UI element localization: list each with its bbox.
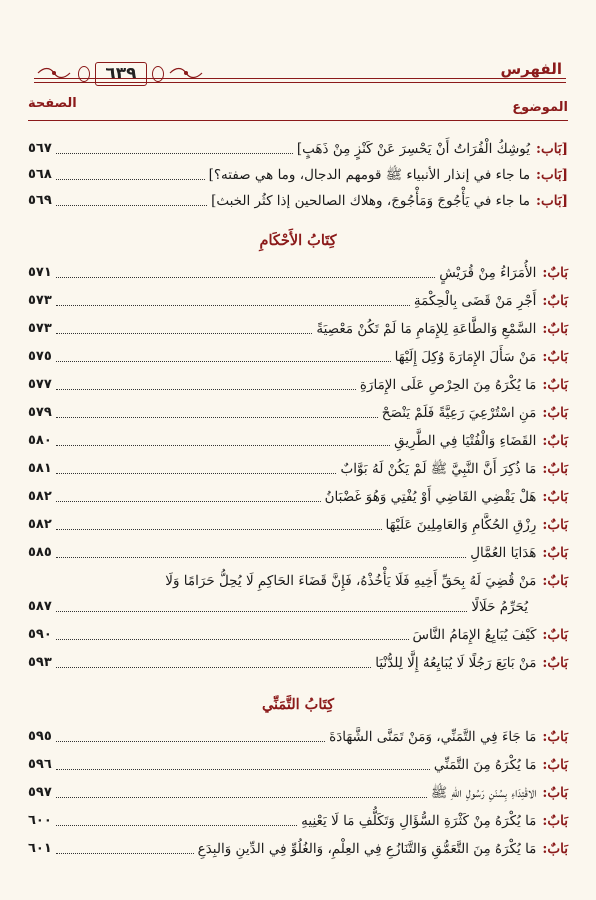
dot-leader: [56, 529, 382, 530]
entry-text: مَنْ بَايَعَ رَجُلًا لَا يُبَايِعُهُ إِلَّا لِلدُّنْيَا: [375, 655, 537, 671]
dot-leader: [56, 557, 466, 558]
index-entry: [28, 190, 568, 212]
index-entry: [28, 164, 568, 186]
entry-text: يُوشِكُ الْفُرَاتُ أَنْ يَحْسِرَ عَنْ كَنْزٍ مِنْ ذَهَبٍ]: [296, 141, 531, 157]
entry-page: ٥٧٥: [28, 349, 52, 364]
entry-text: الأُمَرَاءُ مِنْ قُرَيْشٍ: [439, 265, 537, 281]
running-header-title: الفهرس: [500, 60, 562, 78]
entry-page: ٥٧١: [28, 265, 52, 280]
entry-page: ٥٨٧: [28, 599, 52, 614]
entry-label: بَابٌ:: [542, 785, 568, 801]
entry-page: ٥٨٢: [28, 517, 52, 532]
entry-text: مَنْ سَأَلَ الإِمَارَةَ وُكِلَ إِلَيْهَا: [394, 349, 537, 365]
index-entry: [28, 486, 568, 508]
index-entry: [28, 374, 568, 396]
dot-leader: [56, 611, 468, 612]
entry-page: ٥٨١: [28, 461, 52, 476]
section-title-ahkam: كِتَابُ الأَحْكَامِ: [259, 232, 337, 249]
index-entry: [28, 514, 568, 536]
entry-label: [بَاب:: [536, 193, 568, 209]
index-entry: [28, 726, 568, 748]
entry-page: ٥٩٣: [28, 655, 52, 670]
entry-page: ٥٧٩: [28, 405, 52, 420]
entry-text: مَا يُكْرَهُ مِنْ كَثْرَةِ السُّؤَالِ وَتَكَلُّفِ مَا لَا يَعْنِيهِ: [301, 813, 537, 829]
entry-label: بَابٌ:: [542, 655, 568, 671]
index-entry: [28, 624, 568, 646]
entry-text: مَا يُكْرَهُ مِنَ التَّعَمُّقِ وَالتَّنَازُعِ فِي العِلْمِ، وَالغُلُوِّ فِي الدِّينِ وَالبِدَعِ: [197, 841, 537, 857]
entry-page: ٥٩٥: [28, 729, 52, 744]
entry-page: ٥٧٣: [28, 321, 52, 336]
entry-label: [بَاب:: [536, 167, 568, 183]
entry-text: مَنْ قُضِيَ لَهُ بِحَقِّ أَخِيهِ فَلَا يَأْخُذْهُ، فَإِنَّ قَضَاءَ الحَاكِمِ لَا يُحِلُّ حَرَامًا وَلَا: [165, 573, 537, 589]
entry-label: بَابٌ:: [542, 405, 568, 421]
entry-label: بَابٌ:: [542, 321, 568, 337]
entry-text: ما جاء في إنذار الأنبياء ﷺ قومهم الدجال، وما هي صفته؟]: [208, 167, 531, 183]
index-entry: [28, 754, 568, 776]
dot-leader: [56, 667, 371, 668]
section-title-tamanni: كِتَابُ التَّمَنِّي: [261, 696, 335, 713]
entry-label: بَابٌ:: [542, 377, 568, 393]
index-entry: [28, 542, 568, 564]
entry-text: مَا جَاءَ فِي التَّمَنِّي، وَمَنْ تَمَنَّى الشَّهَادَةَ: [329, 729, 537, 745]
dot-leader: [56, 389, 356, 390]
entry-page: ٥٨٥: [28, 545, 52, 560]
entry-label: بَابٌ:: [542, 545, 568, 561]
entry-page: ٥٦٧: [28, 141, 52, 156]
entry-page: ٥٩٠: [28, 627, 52, 642]
dot-leader: [56, 417, 378, 418]
index-entry: [28, 810, 568, 832]
entry-label: [بَاب:: [536, 141, 568, 157]
entry-label: بَابٌ:: [542, 757, 568, 773]
entry-text: هَلْ يَقْضِي القَاضِي أَوْ يُفْتِي وَهُوَ غَضْبَانُ: [324, 489, 537, 505]
dot-leader: [56, 361, 391, 362]
index-entry: [28, 318, 568, 340]
entry-page: ٥٨٠: [28, 433, 52, 448]
entry-text-continuation: يُحَرِّمُ حَلَالًا: [471, 599, 528, 615]
entry-label: بَابٌ:: [542, 729, 568, 745]
index-entry: [28, 402, 568, 424]
entry-text: كَيْفَ يُبَايِعُ الإِمَامُ النَّاسَ: [412, 627, 537, 643]
dot-leader: [56, 153, 293, 154]
dot-leader: [56, 825, 297, 826]
entry-text: مَا يُكْرَهُ مِنَ الحِرْصِ عَلَى الإِمَارَةِ: [359, 377, 537, 393]
entry-page: ٥٦٩: [28, 193, 52, 208]
column-header-topic: الموضوع: [512, 100, 568, 115]
column-header-page: الصفحة: [28, 96, 77, 111]
header-rule: [34, 78, 566, 79]
entry-text: ما جاء في يَأْجُوجَ وَمَأْجُوجَ، وهلاك الصالحين إذا كثُر الخبث]: [211, 193, 531, 209]
dot-leader: [56, 769, 430, 770]
index-entry: [28, 782, 568, 804]
entry-page: ٥٨٢: [28, 489, 52, 504]
index-entry-continuation: [28, 596, 568, 618]
index-entry: [28, 290, 568, 312]
entry-text: الاقْتِدَاءِ بِسُنَنِ رَسُولِ اللهِ ﷺ: [430, 785, 537, 801]
entry-text: مَا ذُكِرَ أَنَّ النَّبِيَّ ﷺ لَمْ يَكُنْ لَهُ بَوَّابٌ: [340, 461, 537, 477]
dot-leader: [56, 205, 207, 206]
entry-label: بَابٌ:: [542, 573, 568, 589]
dot-leader: [56, 853, 194, 854]
index-entry: [28, 838, 568, 860]
column-header-rule: [28, 120, 568, 121]
dot-leader: [56, 797, 427, 798]
entry-label: بَابٌ:: [542, 517, 568, 533]
entry-text: مَا يُكْرَهُ مِنَ التَّمَنِّي: [433, 757, 537, 773]
entry-text: رِزْقِ الحُكَّامِ وَالعَامِلِينَ عَلَيْهَا: [385, 517, 537, 533]
entry-label: بَابٌ:: [542, 813, 568, 829]
entry-page: ٥٩٧: [28, 785, 52, 800]
dot-leader: [56, 305, 410, 306]
index-entry: [28, 262, 568, 284]
entry-text: السَّمْعِ وَالطَّاعَةِ لِلإِمَامِ مَا لَمْ تَكُنْ مَعْصِيَةً: [316, 321, 537, 337]
index-entry: [28, 652, 568, 674]
entry-label: بَابٌ:: [542, 627, 568, 643]
dot-leader: [56, 445, 390, 446]
index-entry: [28, 346, 568, 368]
index-entry: [28, 458, 568, 480]
dot-leader: [56, 277, 435, 278]
entry-label: بَابٌ:: [542, 349, 568, 365]
entry-label: بَابٌ:: [542, 489, 568, 505]
entry-page: ٥٦٨: [28, 167, 52, 182]
dot-leader: [56, 501, 321, 502]
entry-label: بَابٌ:: [542, 265, 568, 281]
entry-page: ٥٩٦: [28, 757, 52, 772]
entry-page: ٥٧٣: [28, 293, 52, 308]
entry-label: بَابٌ:: [542, 461, 568, 477]
entry-label: بَابٌ:: [542, 293, 568, 309]
header-rule-thin: [34, 82, 566, 83]
entry-text: القَضَاءِ وَالْفُتْيَا فِي الطَّرِيقِ: [394, 433, 537, 449]
index-entry-wrapped: [28, 570, 568, 592]
entry-page: ٦٠١: [28, 841, 52, 856]
dot-leader: [56, 639, 409, 640]
entry-page: ٦٠٠: [28, 813, 52, 828]
entry-label: بَابٌ:: [542, 433, 568, 449]
dot-leader: [56, 333, 313, 334]
entry-text: مَنِ اسْتُرْعِيَ رَعِيَّةً فَلَمْ يَنْصَحْ: [381, 405, 537, 421]
page-number: ٦٣٩: [95, 62, 147, 86]
dot-leader: [56, 741, 325, 742]
index-entry: [28, 138, 568, 160]
entry-text: هَدَايَا العُمَّالِ: [470, 545, 537, 561]
entry-label: بَابٌ:: [542, 841, 568, 857]
dot-leader: [56, 179, 205, 180]
index-entry: [28, 430, 568, 452]
entry-page: ٥٧٧: [28, 377, 52, 392]
entry-text: أَجْرِ مَنْ قَضَى بِالْحِكْمَةِ: [413, 293, 537, 309]
dot-leader: [56, 473, 337, 474]
